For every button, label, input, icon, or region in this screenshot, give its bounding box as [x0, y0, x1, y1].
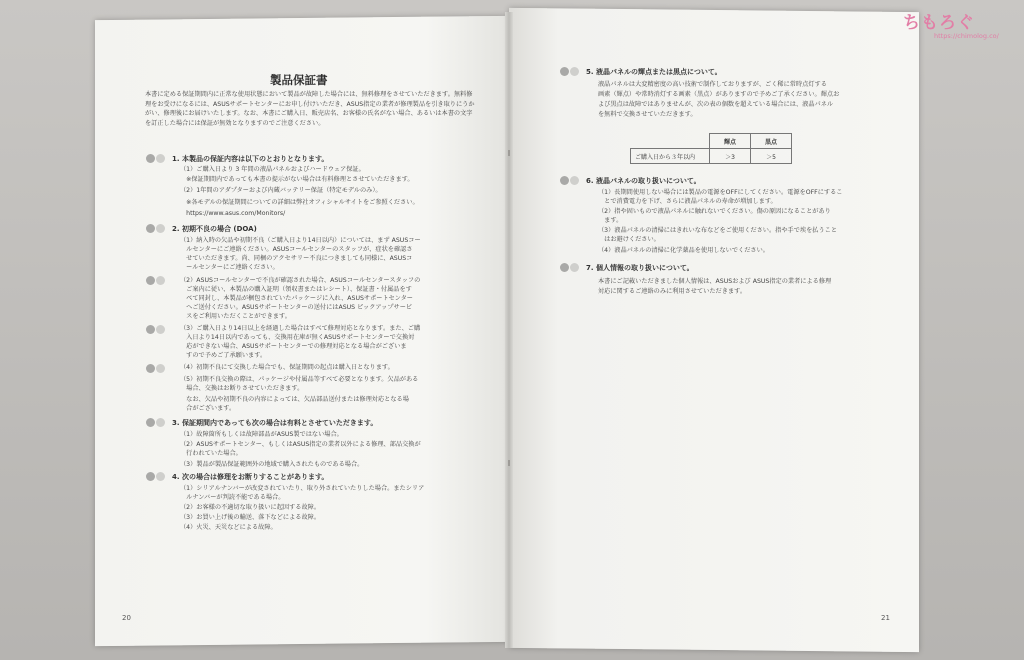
- paragraph-line: を無料で交換させていただきます。: [598, 111, 697, 118]
- section-heading: 5. 液晶パネルの輝点または黒点について。: [586, 68, 722, 76]
- list-item: ※保証期間内であっても本書の提示がない場合は有料修理とさせていただきます。: [180, 176, 414, 183]
- paragraph-line: よび黒点は故障ではありませんが、次の表の個数を超えている場合には、液晶パネル: [598, 101, 834, 108]
- table-cell: ＞5: [751, 149, 792, 164]
- bullet-dots-icon: [146, 224, 166, 233]
- list-item: 応ができない場合、ASUSサポートセンターでの修理対応となる場合がございま: [180, 343, 407, 350]
- section-heading: 1. 本製品の保証内容は以下のとおりとなります。: [172, 155, 329, 163]
- list-item: （2）指や固いもので液晶パネルに触れないでください。傷の原因になることがあり: [598, 208, 831, 215]
- list-item: へご送付ください。ASUSサポートセンターの送付にはASUS ピックアップサービ: [180, 304, 413, 311]
- list-item: ルナンバーが判読不能である場合。: [180, 494, 285, 501]
- list-item: とで消費電力を下げ、さらに液晶パネルの寿命が増加します。: [598, 198, 777, 205]
- list-item: ールセンターにご連絡ください。: [180, 264, 279, 271]
- paragraph-line: 画素（輝点）や常時消灯する画素（黒点）がありますので予めご了承ください。輝点お: [598, 91, 840, 98]
- list-item: （4）火災、天災などによる故障。: [180, 524, 277, 531]
- list-item: （3）ご購入日より14日以上を経過した場合はすべて修理対応となります。また、ご購: [180, 325, 421, 332]
- list-item: （1）長期間使用しない場合には製品の電源をOFFにしてください。電源をOFFにするこ: [598, 189, 843, 196]
- list-item: （3）液晶パネルの清掃にはきれいな布などをご使用ください。指や手で埃を払うこと: [598, 227, 838, 234]
- page-title: 製品保証書: [270, 73, 328, 87]
- list-item: （1）シリアルナンバーが改変されていたり、取り外されていたりした場合。またシリア: [180, 485, 425, 492]
- bullet-dots-icon: [146, 154, 166, 163]
- list-item: べて同封し、本製品が梱包されていたパッケージに入れ、ASUSサポートセンター: [180, 295, 413, 302]
- bullet-dots-icon: [560, 176, 580, 185]
- table-header-row: [631, 134, 792, 149]
- list-item: （4）初期不良にて交換した場合でも、保証期間の起点は購入日となります。: [180, 364, 394, 371]
- list-item: （5）初期不良交換の際は、パッケージや付属品等すべて必要となります。欠品がある: [180, 376, 419, 383]
- bullet-dots-icon: [560, 263, 580, 272]
- list-item: （1）故障箇所もしくは故障部品がASUS製ではない場合。: [180, 431, 343, 438]
- watermark-url: https://chimolog.co/: [934, 32, 999, 40]
- watermark-logo: ちもろぐ: [903, 13, 975, 33]
- section-heading: 4. 次の場合は修理をお断りすることがあります。: [172, 473, 329, 481]
- table-row: [631, 149, 792, 164]
- staple: [508, 460, 510, 466]
- pixel-defect-table: [630, 133, 792, 164]
- list-item: （2）お客様の不適切な取り扱いに起因する故障。: [180, 504, 321, 511]
- page-number-right: 21: [881, 614, 890, 622]
- table-cell: ご購入日から３年以内: [631, 149, 710, 164]
- list-item: なお、欠品や初期不良の内容によっては、欠品部品送付または修理対応となる場: [180, 396, 409, 403]
- list-item: （1）ご購入日より 3 年間の液晶パネルおよびハードウェア保証。: [180, 166, 365, 173]
- list-item: （1）納入時の欠品や初期不良（ご購入日より14日以内）については、まず ASUSコー: [180, 237, 421, 244]
- paragraph-line: 本書にご記載いただきました個人情報は、ASUSおよび ASUS指定の業者による修理: [598, 278, 832, 285]
- bullet-dots-icon: [146, 472, 166, 481]
- list-item: ご案内に従い、本製品の購入証明（領収書またはレシート）、保証書・付属品をす: [180, 286, 412, 293]
- list-item: （2）ASUSコールセンターで不良が確認された場合、ASUSコールセンタースタッフの: [180, 277, 421, 284]
- bullet-dots-icon: [146, 364, 166, 373]
- list-item: 合がございます。: [180, 405, 236, 412]
- url-text: https://www.asus.com/Monitors/: [180, 210, 286, 217]
- list-item: （2）ASUSサポートセンター、もしくはASUS指定の業者以外による修理、部品交換が: [180, 441, 421, 448]
- list-item: ※各モデルの保証期間についての詳細は弊社オフィシャルサイトをご参照ください。: [180, 199, 419, 206]
- booklet-spine: [505, 12, 513, 648]
- list-item: 行われていた場合。: [180, 450, 242, 457]
- table-header-cell: 黒点: [751, 134, 792, 149]
- section-heading: 3. 保証期間内であっても次の場合は有料とさせていただきます。: [172, 419, 378, 427]
- bullet-dots-icon: [146, 276, 166, 285]
- list-item: すので予めご了承願います。: [180, 352, 267, 359]
- list-item: はお避けください。: [598, 236, 660, 243]
- staple: [508, 150, 510, 156]
- list-item: 場合、交換はお断りさせていただきます。: [180, 385, 304, 392]
- paragraph-line: 液晶パネルは大変精密度の高い技術で制作しておりますが、ごく稀に常時点灯する: [598, 81, 827, 88]
- section-heading: 2. 初期不良の場合 (DOA): [172, 225, 257, 233]
- page-number-left: 20: [122, 614, 131, 622]
- list-item: （2）1年間のアダプターおよび内蔵バッテリー保証（特定モデルのみ）。: [180, 187, 382, 194]
- list-item: ます。: [598, 217, 623, 224]
- bullet-dots-icon: [560, 67, 580, 76]
- list-item: （3）製品が製品保証範囲外の地域で購入されたものである場合。: [180, 461, 364, 468]
- list-item: （3）お買い上げ後の輸送、落下などによる故障。: [180, 514, 321, 521]
- bullet-dots-icon: [146, 325, 166, 334]
- table-header-cell: 輝点: [710, 134, 751, 149]
- table-cell: ＞3: [710, 149, 751, 164]
- section-heading: 6. 液晶パネルの取り扱いについて。: [586, 177, 701, 185]
- list-item: せていただきます。尚、同梱のアクセサリー不良につきましても同様に、ASUSコ: [180, 255, 413, 262]
- table-header-cell: [631, 134, 710, 149]
- intro-paragraph: 本書に定める保証期間内に正常な使用状態において製品が故障した場合には、無料修理をさせていただきます。無料修理をお受けになるには、ASUSサポートセンターにお申し付けいただき、ASUS指定の業者が修理製品を引き取りにうかがい、修理後にお届けいたします。なお、本書にご購入日、販売店名、お客様の氏名がない場合、あるいは本書の文字を訂正した場合には保証が無効となりますのでご注意ください。: [145, 91, 475, 127]
- list-item: スをご利用いただくことができます。: [180, 313, 291, 320]
- list-item: 入日より14日以内であっても、交換用在庫が無くASUSサポートセンターで交換対: [180, 334, 415, 341]
- list-item: ルセンターにご連絡ください。ASUSコールセンターのスタッフが、症状を確認さ: [180, 246, 413, 253]
- list-item: （4）液晶パネルの清掃に化学薬品を使用しないでください。: [598, 247, 769, 254]
- bullet-dots-icon: [146, 418, 166, 427]
- paragraph-line: 対応に関するご連絡のみに利用させていただきます。: [598, 288, 747, 295]
- section-heading: 7. 個人情報の取り扱いについて。: [586, 264, 694, 272]
